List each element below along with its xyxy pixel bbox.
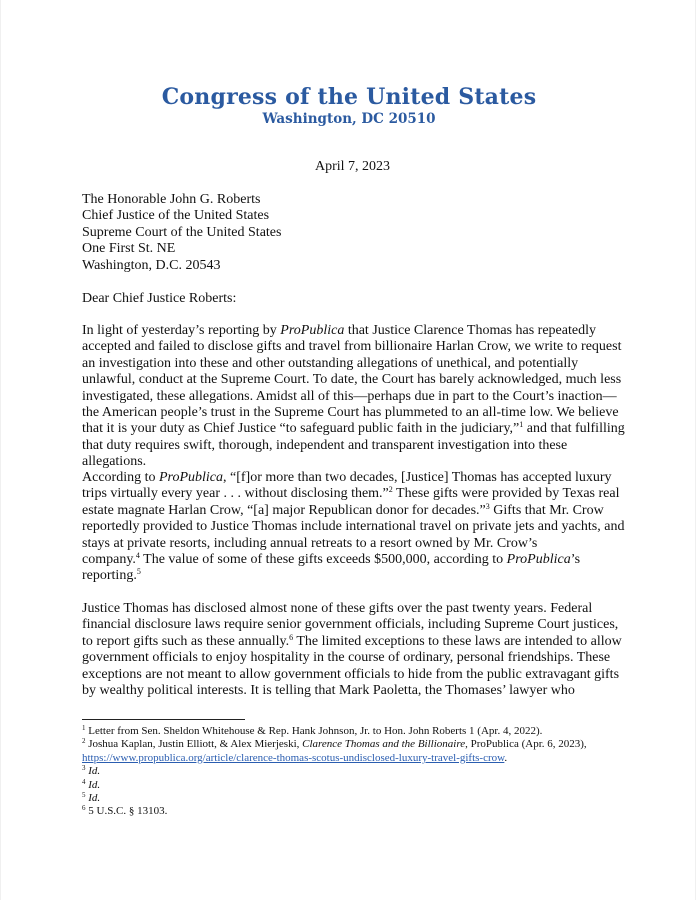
paragraph-3 xyxy=(82,601,630,699)
footnote-ref: 2 xyxy=(388,485,393,495)
publication-name: ProPublica xyxy=(506,552,571,568)
footnote-6 xyxy=(82,805,642,818)
footnote-ref: 3 xyxy=(485,501,490,511)
text-line xyxy=(82,568,630,584)
text-line: government officials to enjoy hospitality in the course of ordinary, personal friendships. These xyxy=(82,650,611,666)
text-line: investigated, these allegations. Amidst all of this—perhaps due in part to the Court’s inaction— xyxy=(82,388,617,404)
text-span: to report gifts such as these annually. xyxy=(82,633,290,649)
address-line: Chief Justice of the United States xyxy=(82,208,270,224)
footnote-5 xyxy=(82,792,642,805)
publication-name: ProPublica xyxy=(158,470,224,485)
footnote-number: 3 xyxy=(82,764,86,773)
footnote-number: 5 xyxy=(82,791,86,800)
footnote-text: Letter from Sen. Sheldon Whitehouse & Rep. Hank Johnson, Jr. to Hon. John Roberts 1 (Apr. 4, 2022). xyxy=(88,725,543,737)
address-line: Supreme Court of the United States xyxy=(82,224,282,240)
text-line xyxy=(82,503,630,519)
text-line xyxy=(82,486,630,502)
footnote-text: 5 U.S.C. § 13103. xyxy=(88,805,168,818)
footnote-3 xyxy=(82,765,642,778)
text-line: Justice Thomas has disclosed almost none of these gifts over the past twenty years. Federal xyxy=(82,601,593,616)
footnote-text: Joshua Kaplan, Justin Elliott, & Alex Mierjeski, xyxy=(88,738,303,751)
paragraph-1 xyxy=(82,323,630,471)
text-line: allegations. xyxy=(82,454,147,470)
letterhead xyxy=(1,84,696,128)
text-line xyxy=(82,470,630,486)
footnote-1 xyxy=(82,725,642,738)
text-line xyxy=(82,552,630,568)
text-line: accepted and failed to disclose gifts and travel from billionaire Harlan Crow, we write to request xyxy=(82,339,622,355)
footnote-number: 4 xyxy=(82,777,86,786)
text-line xyxy=(82,634,630,650)
text-line xyxy=(82,421,630,437)
text-line: the American people’s trust in the Supreme Court has plummeted to an all-time low. We believe xyxy=(82,405,619,421)
letterhead-title: Congress of the United States xyxy=(161,84,537,110)
text-line: reportedly provided to Justice Thomas include international travel on private jets and yachts, and xyxy=(82,519,625,535)
text-line: exceptions are not meant to allow government officials to hide from the public extravagant gifts xyxy=(82,666,620,682)
text-span: In light of yesterday’s reporting by xyxy=(82,323,281,338)
text-span: that it is your duty as Chief Justice “to safeguard public faith in the judiciary,” xyxy=(82,421,520,437)
text-line: unlawful, conduct at the Supreme Court. To date, the Court has barely acknowledged, much less xyxy=(82,372,622,388)
footnote-2 xyxy=(82,738,642,751)
text-span: reporting. xyxy=(82,568,137,584)
footnote-number: 2 xyxy=(82,737,86,746)
footnote-ref: 1 xyxy=(519,420,524,430)
footnote-ref: 6 xyxy=(289,632,294,642)
footnote-2-link-line xyxy=(82,752,642,765)
text-span: trips virtually every year . . . without disclosing them.” xyxy=(82,486,389,502)
text-span: Gifts that Mr. Crow xyxy=(489,502,604,518)
text-span: estate magnate Harlan Crow, “[a] major Republican donor for decades.” xyxy=(82,502,486,518)
text-line: financial disclosure laws require senior government officials, including Supreme Court justices, xyxy=(82,617,619,633)
footnote-text: Id. xyxy=(88,792,101,805)
text-span: , “[f]or more than two decades, [Justice] Thomas has accepted luxury xyxy=(223,470,612,485)
letter-date: April 7, 2023 xyxy=(315,159,391,174)
text-span: According to xyxy=(82,470,159,485)
text-line: by wealthy political interests. It is telling that Mark Paoletta, the Thomases’ lawyer who xyxy=(82,683,575,699)
footnote-text: Id. xyxy=(88,765,101,778)
address-line: One First St. NE xyxy=(82,241,176,257)
address-line: The Honorable John G. Roberts xyxy=(82,192,261,207)
text-span: The value of some of these gifts exceeds $500,000, according to xyxy=(139,552,507,568)
footnote-number: 1 xyxy=(82,724,86,732)
letterhead-subtitle: Washington, DC 20510 xyxy=(262,111,436,127)
text-line: that duty requires swift, thorough, independent and transparent investigation into these xyxy=(82,437,568,453)
recipient-address xyxy=(82,192,281,274)
footnote-ref: 4 xyxy=(135,551,140,561)
text-span: ’s xyxy=(570,552,581,568)
article-title: Clarence Thomas and the Billionaire xyxy=(302,738,466,751)
text-span: The limited exceptions to these laws are intended to allow xyxy=(293,633,622,649)
publication-name: ProPublica xyxy=(280,323,345,338)
text-line xyxy=(82,323,630,339)
footnote-text: Id. xyxy=(88,778,101,791)
address-line: Washington, D.C. 20543 xyxy=(82,257,221,273)
footnote-text: , ProPublica (Apr. 6, 2023), xyxy=(465,738,587,751)
footnote-number: 6 xyxy=(82,804,86,813)
footnotes xyxy=(82,725,642,819)
text-span: and that fulfilling xyxy=(523,421,625,437)
footnote-4 xyxy=(82,779,642,792)
propublica-article-link[interactable]: https://www.propublica.org/article/clarence-thomas-scotus-undisclosed-luxury-travel-gifts-crow xyxy=(82,751,505,764)
salutation: Dear Chief Justice Roberts: xyxy=(82,291,237,306)
text-span: company. xyxy=(82,552,136,568)
footnote-divider xyxy=(82,719,245,720)
footnote-ref: 5 xyxy=(136,567,141,577)
footnote-text: . xyxy=(504,751,508,764)
text-span: These gifts were provided by Texas real xyxy=(392,486,620,502)
paragraph-2 xyxy=(82,470,630,585)
text-line: an investigation into these and other outstanding allegations of unethical, and potentially xyxy=(82,355,579,371)
text-span: that Justice Clarence Thomas has repeatedly xyxy=(344,323,596,338)
text-line: stays at private resorts, including annual retreats to a resort owned by Mr. Crow’s xyxy=(82,535,538,551)
